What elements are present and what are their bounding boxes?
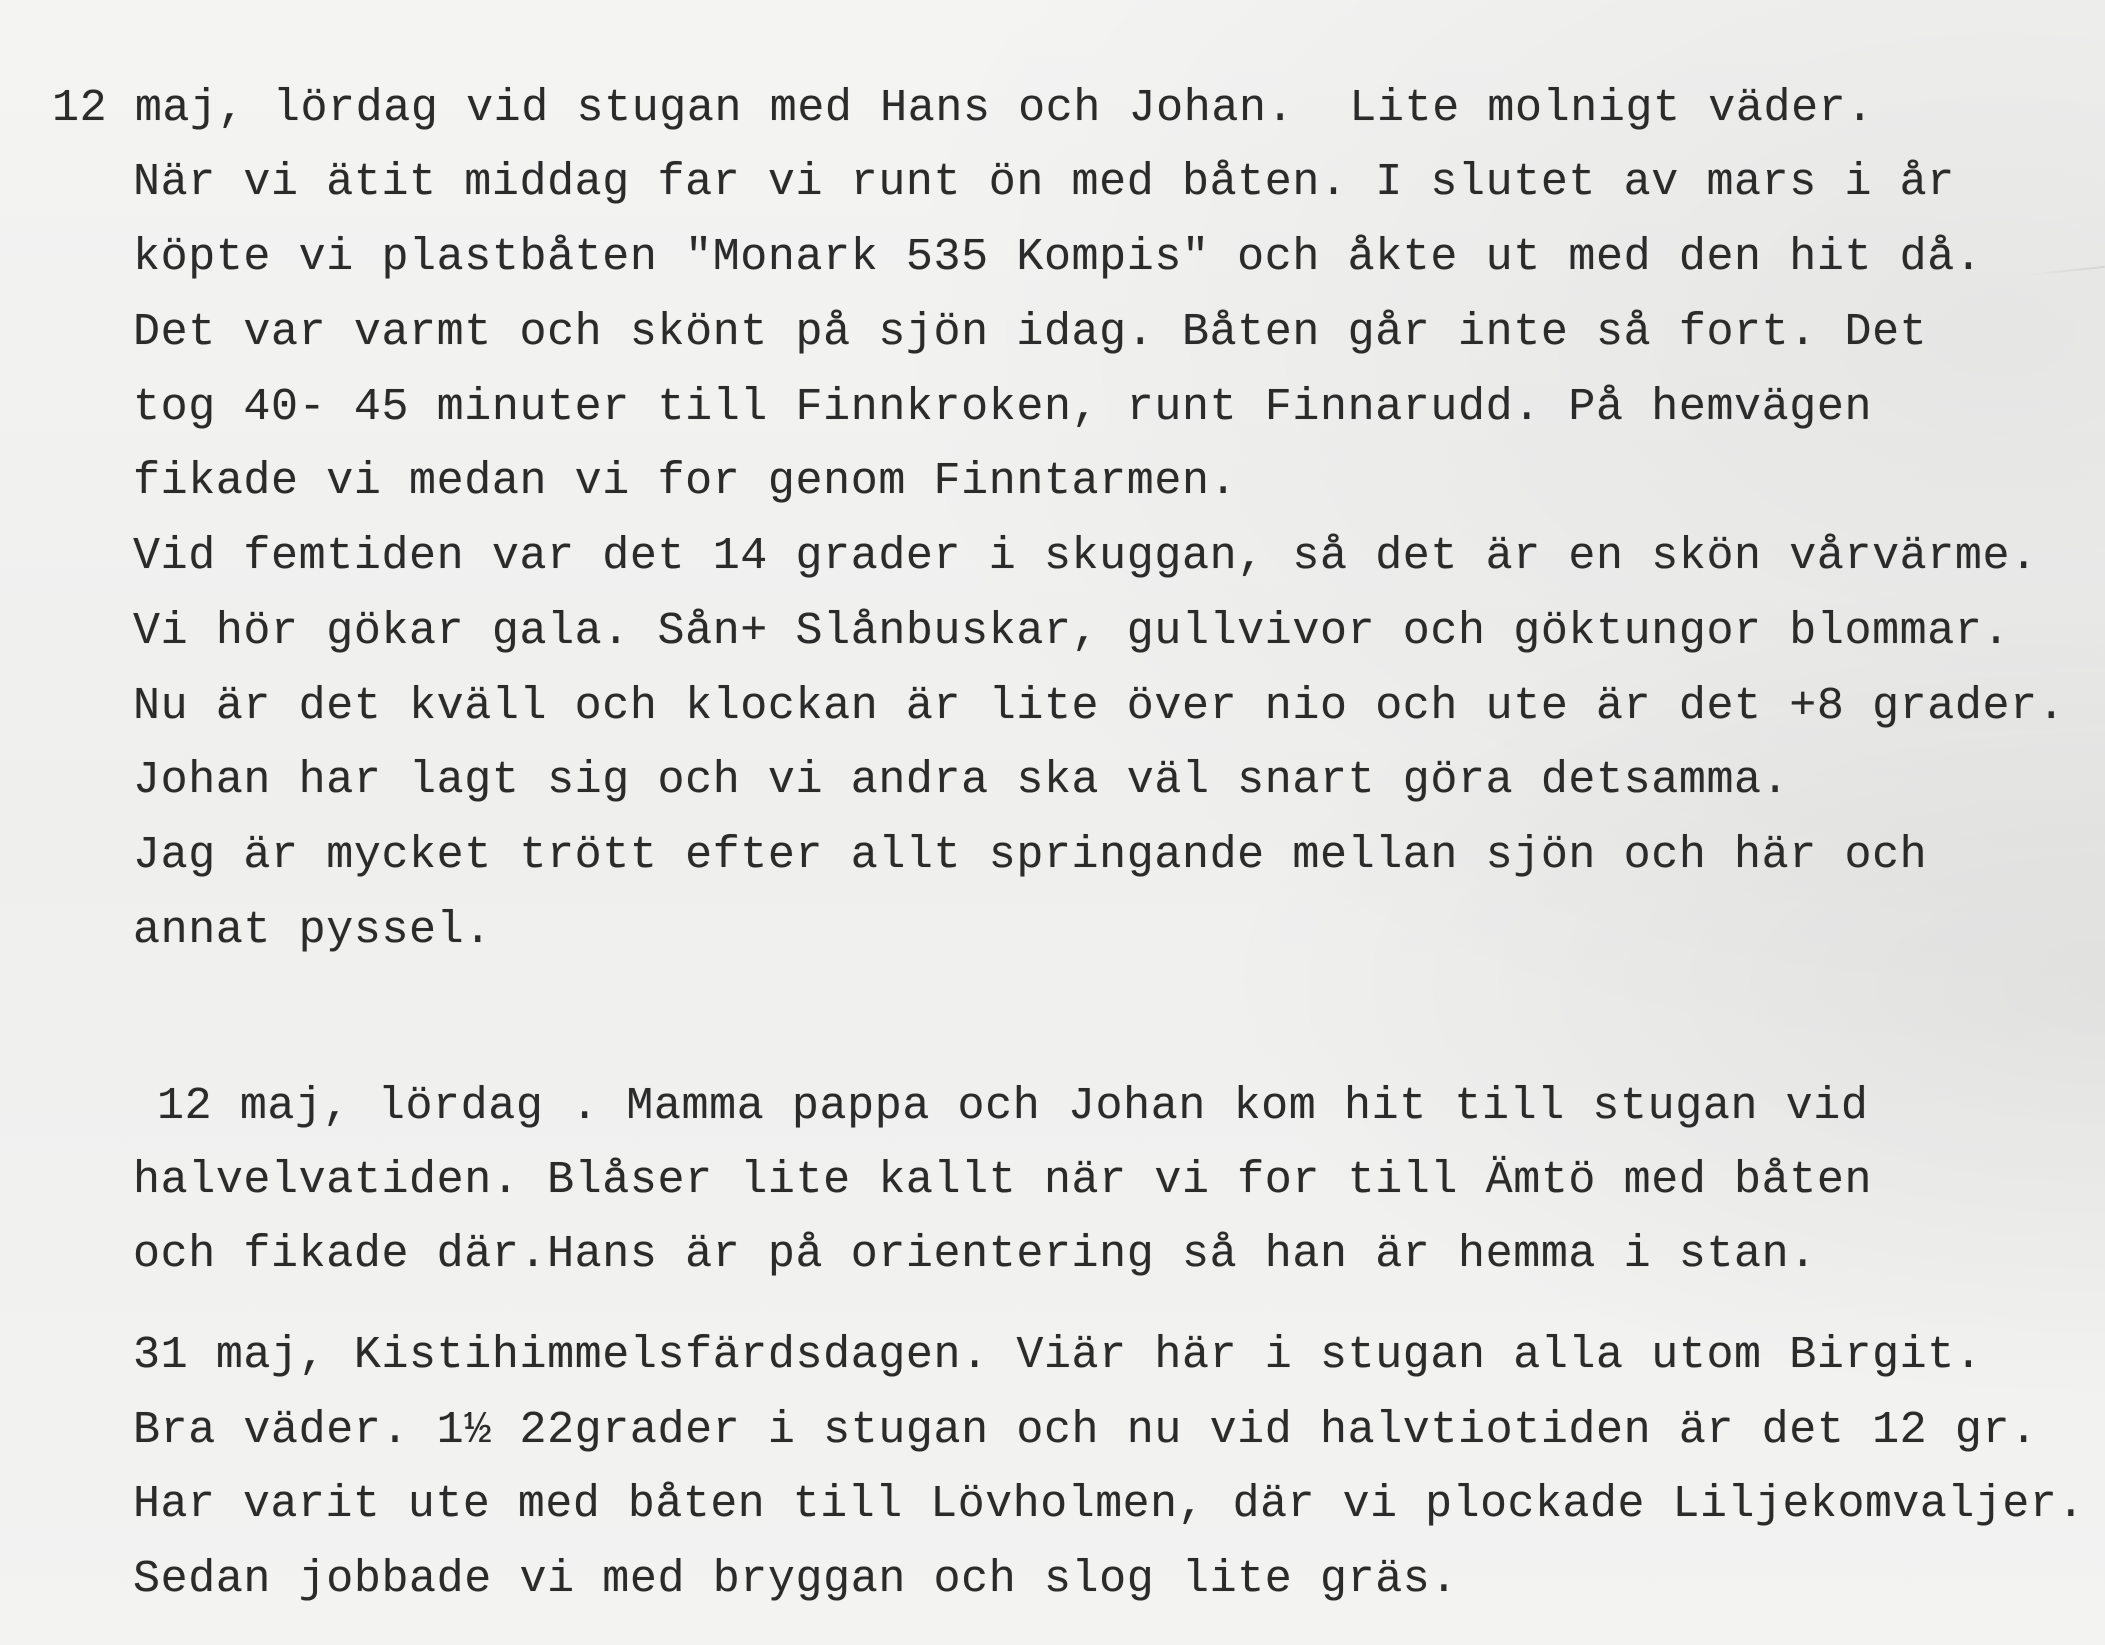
paper-crease bbox=[2025, 266, 2105, 276]
entry-1-line-4: Det var varmt och skönt på sjön idag. Båten går inte så fort. Det bbox=[133, 307, 1928, 358]
entry-1-line-7: Vid femtiden var det 14 grader i skuggan, så det är en skön vårvärme. bbox=[133, 531, 2038, 582]
entry-1-line-10: Johan har lagt sig och vi andra ska väl snart göra detsamma. bbox=[133, 755, 1790, 806]
entry-1-line-1: 12 maj, lördag vid stugan med Hans och Johan. Lite molnigt väder. bbox=[52, 83, 1874, 134]
entry-3-line-1: 31 maj, Kistihimmelsfärdsdagen. Viär här i stugan alla utom Birgit. bbox=[133, 1330, 1983, 1381]
entry-2-line-3: och fikade där.Hans är på orientering så han är hemma i stan. bbox=[133, 1229, 1817, 1280]
entry-1-line-3: köpte vi plastbåten "Monark 535 Kompis" och åkte ut med den hit då. bbox=[133, 232, 1983, 283]
entry-3-line-2: Bra väder. 1½ 22grader i stugan och nu vid halvtiotiden är det 12 gr. bbox=[133, 1405, 2038, 1456]
entry-2-line-2: halvelvatiden. Blåser lite kallt när vi for till Ämtö med båten bbox=[133, 1155, 1873, 1206]
entry-1-line-8: Vi hör gökar gala. Sån+ Slånbuskar, gullvivor och göktungor blommar. bbox=[133, 606, 2011, 657]
entry-1-line-9: Nu är det kväll och klockan är lite över nio och ute är det +8 grader. bbox=[133, 681, 2066, 732]
entry-1-line-6: fikade vi medan vi for genom Finntarmen. bbox=[133, 456, 1238, 507]
entry-3-line-3: Har varit ute med båten till Lövholmen, där vi plockade Liljekomvaljer. bbox=[133, 1479, 2085, 1530]
entry-1-line-2: När vi ätit middag far vi runt ön med båten. I slutet av mars i år bbox=[133, 157, 1955, 208]
entry-3-line-4: Sedan jobbade vi med bryggan och slog lite gräs. bbox=[133, 1554, 1459, 1605]
entry-2-line-1: 12 maj, lördag . Mamma pappa och Johan kom hit till stugan vid bbox=[157, 1081, 1869, 1132]
entry-1-line-11: Jag är mycket trött efter allt springande mellan sjön och här och bbox=[133, 830, 1928, 881]
entry-1-line-12: annat pyssel. bbox=[133, 905, 492, 956]
entry-1-line-5: tog 40- 45 minuter till Finnkroken, runt Finnarudd. På hemvägen bbox=[133, 382, 1873, 433]
